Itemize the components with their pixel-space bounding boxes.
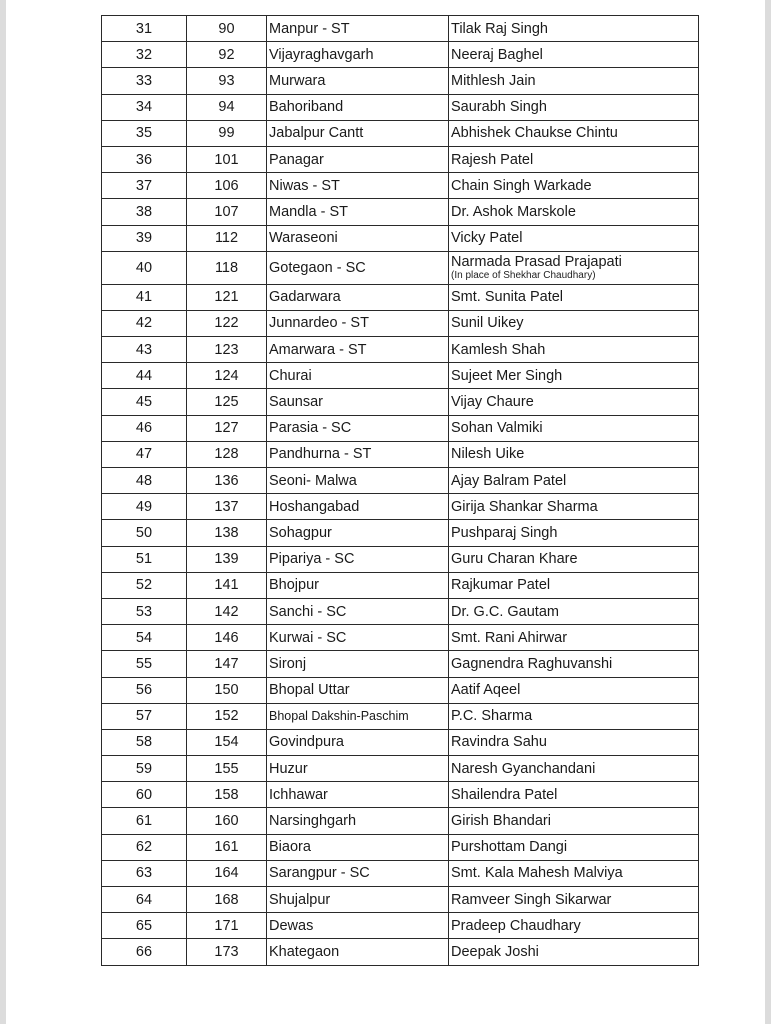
constituency-number-cell: 142 [187,598,267,624]
serial-number-cell: 37 [102,173,187,199]
table-row [102,677,699,703]
serial-number-cell: 60 [102,782,187,808]
constituency-name-cell: Saunsar [267,389,449,415]
candidate-name-cell: Vijay Chaure [449,389,699,415]
serial-number-cell: 34 [102,94,187,120]
serial-number-cell: 44 [102,363,187,389]
table-row [102,146,699,172]
constituency-name-cell: Huzur [267,756,449,782]
candidate-name-cell: Sohan Valmiki [449,415,699,441]
candidate-name-cell [449,251,699,284]
candidate-name-cell: Girish Bhandari [449,808,699,834]
constituency-number-cell: 173 [187,939,267,965]
table-row [102,284,699,310]
table-row [102,782,699,808]
candidate-name-cell: Dr. Ashok Marskole [449,199,699,225]
constituency-number-cell: 138 [187,520,267,546]
candidate-name-cell: Saurabh Singh [449,94,699,120]
constituency-name-cell: Bhopal Dakshin-Paschim [267,703,449,729]
candidate-name-cell: Nilesh Uike [449,441,699,467]
table-row [102,546,699,572]
constituency-number-cell: 107 [187,199,267,225]
table-row [102,389,699,415]
candidate-name-cell: Ramveer Singh Sikarwar [449,887,699,913]
table-row [102,703,699,729]
constituency-number-cell: 160 [187,808,267,834]
constituency-name-cell: Seoni- Malwa [267,468,449,494]
table-row [102,468,699,494]
constituency-name-cell: Gadarwara [267,284,449,310]
serial-number-cell: 43 [102,337,187,363]
table-row [102,225,699,251]
table-row [102,415,699,441]
candidate-name-cell: Girija Shankar Sharma [449,494,699,520]
candidate-name: Narmada Prasad Prajapati [451,254,622,271]
candidate-name-cell: Tilak Raj Singh [449,16,699,42]
constituency-number-cell: 137 [187,494,267,520]
serial-number-cell: 50 [102,520,187,546]
constituency-name-cell: Ichhawar [267,782,449,808]
constituency-name-cell: Jabalpur Cantt [267,120,449,146]
table-row [102,251,699,284]
table-row [102,16,699,42]
constituency-number-cell: 164 [187,860,267,886]
constituency-name-cell: Sarangpur - SC [267,860,449,886]
serial-number-cell: 38 [102,199,187,225]
candidate-name-cell: P.C. Sharma [449,703,699,729]
constituency-name-cell: Niwas - ST [267,173,449,199]
serial-number-cell: 58 [102,729,187,755]
constituency-name-cell: Sanchi - SC [267,598,449,624]
constituency-number-cell: 124 [187,363,267,389]
serial-number-cell: 42 [102,310,187,336]
candidate-name-cell: Gagnendra Raghuvanshi [449,651,699,677]
table-row [102,173,699,199]
table-row [102,887,699,913]
constituency-number-cell: 92 [187,42,267,68]
serial-number-cell: 39 [102,225,187,251]
serial-number-cell: 56 [102,677,187,703]
serial-number-cell: 41 [102,284,187,310]
table-row [102,913,699,939]
candidate-name-cell: Smt. Kala Mahesh Malviya [449,860,699,886]
constituency-number-cell: 118 [187,251,267,284]
page-edge-right [765,0,771,1024]
constituency-name-cell: Manpur - ST [267,16,449,42]
constituency-name-cell: Vijayraghavgarh [267,42,449,68]
candidate-name-cell: Rajkumar Patel [449,572,699,598]
candidate-name-cell: Guru Charan Khare [449,546,699,572]
constituency-name-cell: Gotegaon - SC [267,251,449,284]
constituency-number-cell: 122 [187,310,267,336]
constituency-number-cell: 168 [187,887,267,913]
table-row [102,625,699,651]
candidate-list-body [102,16,699,966]
candidate-name-cell: Rajesh Patel [449,146,699,172]
table-row [102,310,699,336]
constituency-number-cell: 161 [187,834,267,860]
constituency-name-cell: Hoshangabad [267,494,449,520]
candidate-name-cell: Neeraj Baghel [449,42,699,68]
constituency-name-cell: Kurwai - SC [267,625,449,651]
constituency-number-cell: 146 [187,625,267,651]
constituency-name-cell: Panagar [267,146,449,172]
serial-number-cell: 46 [102,415,187,441]
constituency-name-cell: Pandhurna - ST [267,441,449,467]
constituency-number-cell: 154 [187,729,267,755]
constituency-name-cell: Parasia - SC [267,415,449,441]
candidate-name-cell: Ravindra Sahu [449,729,699,755]
constituency-name-cell: Junnardeo - ST [267,310,449,336]
constituency-name-cell: Amarwara - ST [267,337,449,363]
constituency-name-cell: Govindpura [267,729,449,755]
constituency-name-cell: Pipariya - SC [267,546,449,572]
constituency-name-cell: Waraseoni [267,225,449,251]
serial-number-cell: 64 [102,887,187,913]
constituency-name-cell: Biaora [267,834,449,860]
constituency-number-cell: 127 [187,415,267,441]
constituency-name-cell: Churai [267,363,449,389]
candidate-name-cell: Mithlesh Jain [449,68,699,94]
serial-number-cell: 59 [102,756,187,782]
serial-number-cell: 53 [102,598,187,624]
serial-number-cell: 49 [102,494,187,520]
table-row [102,337,699,363]
table-row [102,756,699,782]
serial-number-cell: 65 [102,913,187,939]
serial-number-cell: 47 [102,441,187,467]
table-row [102,199,699,225]
constituency-name-cell: Sironj [267,651,449,677]
table-row [102,68,699,94]
candidate-name-cell: Pradeep Chaudhary [449,913,699,939]
serial-number-cell: 51 [102,546,187,572]
table-row [102,808,699,834]
table-row [102,860,699,886]
table-row [102,651,699,677]
serial-number-cell: 66 [102,939,187,965]
table-row [102,494,699,520]
constituency-number-cell: 128 [187,441,267,467]
constituency-name-cell: Bhopal Uttar [267,677,449,703]
candidate-name-cell: Abhishek Chaukse Chintu [449,120,699,146]
constituency-number-cell: 150 [187,677,267,703]
serial-number-cell: 62 [102,834,187,860]
serial-number-cell: 63 [102,860,187,886]
serial-number-cell: 36 [102,146,187,172]
replacement-note: (In place of Shekhar Chaudhary) [451,270,596,282]
candidate-name-cell: Pushparaj Singh [449,520,699,546]
table-row [102,729,699,755]
candidate-name-cell: Sujeet Mer Singh [449,363,699,389]
candidate-name-cell: Shailendra Patel [449,782,699,808]
constituency-number-cell: 90 [187,16,267,42]
constituency-name-cell: Murwara [267,68,449,94]
candidate-name-cell: Smt. Rani Ahirwar [449,625,699,651]
constituency-number-cell: 123 [187,337,267,363]
serial-number-cell: 32 [102,42,187,68]
constituency-number-cell: 152 [187,703,267,729]
serial-number-cell: 61 [102,808,187,834]
table-row [102,520,699,546]
table-row [102,441,699,467]
candidate-name-cell: Sunil Uikey [449,310,699,336]
table-row [102,120,699,146]
constituency-number-cell: 141 [187,572,267,598]
serial-number-cell: 52 [102,572,187,598]
constituency-name-cell: Narsinghgarh [267,808,449,834]
candidate-name-cell: Purshottam Dangi [449,834,699,860]
candidate-name-cell: Naresh Gyanchandani [449,756,699,782]
candidate-name-cell: Aatif Aqeel [449,677,699,703]
serial-number-cell: 48 [102,468,187,494]
candidate-name-cell: Vicky Patel [449,225,699,251]
candidate-name-cell: Deepak Joshi [449,939,699,965]
table-row [102,598,699,624]
constituency-number-cell: 121 [187,284,267,310]
serial-number-cell: 55 [102,651,187,677]
candidate-name-cell: Dr. G.C. Gautam [449,598,699,624]
constituency-number-cell: 147 [187,651,267,677]
candidate-list-table [101,15,699,966]
constituency-number-cell: 171 [187,913,267,939]
candidate-name-cell: Smt. Sunita Patel [449,284,699,310]
constituency-number-cell: 155 [187,756,267,782]
serial-number-cell: 45 [102,389,187,415]
constituency-name-cell: Khategaon [267,939,449,965]
constituency-number-cell: 106 [187,173,267,199]
serial-number-cell: 57 [102,703,187,729]
constituency-name-cell: Sohagpur [267,520,449,546]
page-edge-left [0,0,6,1024]
constituency-number-cell: 158 [187,782,267,808]
constituency-number-cell: 136 [187,468,267,494]
serial-number-cell: 54 [102,625,187,651]
constituency-number-cell: 101 [187,146,267,172]
constituency-name-cell: Shujalpur [267,887,449,913]
constituency-number-cell: 93 [187,68,267,94]
table-row [102,363,699,389]
constituency-number-cell: 112 [187,225,267,251]
candidate-name-cell: Kamlesh Shah [449,337,699,363]
constituency-number-cell: 139 [187,546,267,572]
serial-number-cell: 33 [102,68,187,94]
constituency-number-cell: 125 [187,389,267,415]
constituency-number-cell: 94 [187,94,267,120]
constituency-name-cell: Bhojpur [267,572,449,598]
serial-number-cell: 35 [102,120,187,146]
table-row [102,94,699,120]
serial-number-cell: 31 [102,16,187,42]
constituency-name-cell: Mandla - ST [267,199,449,225]
candidate-name-cell: Ajay Balram Patel [449,468,699,494]
serial-number-cell: 40 [102,251,187,284]
constituency-number-cell: 99 [187,120,267,146]
table-row [102,834,699,860]
constituency-name-cell: Bahoriband [267,94,449,120]
table-row [102,42,699,68]
candidate-name-cell: Chain Singh Warkade [449,173,699,199]
table-row [102,939,699,965]
table-row [102,572,699,598]
constituency-name-cell: Dewas [267,913,449,939]
